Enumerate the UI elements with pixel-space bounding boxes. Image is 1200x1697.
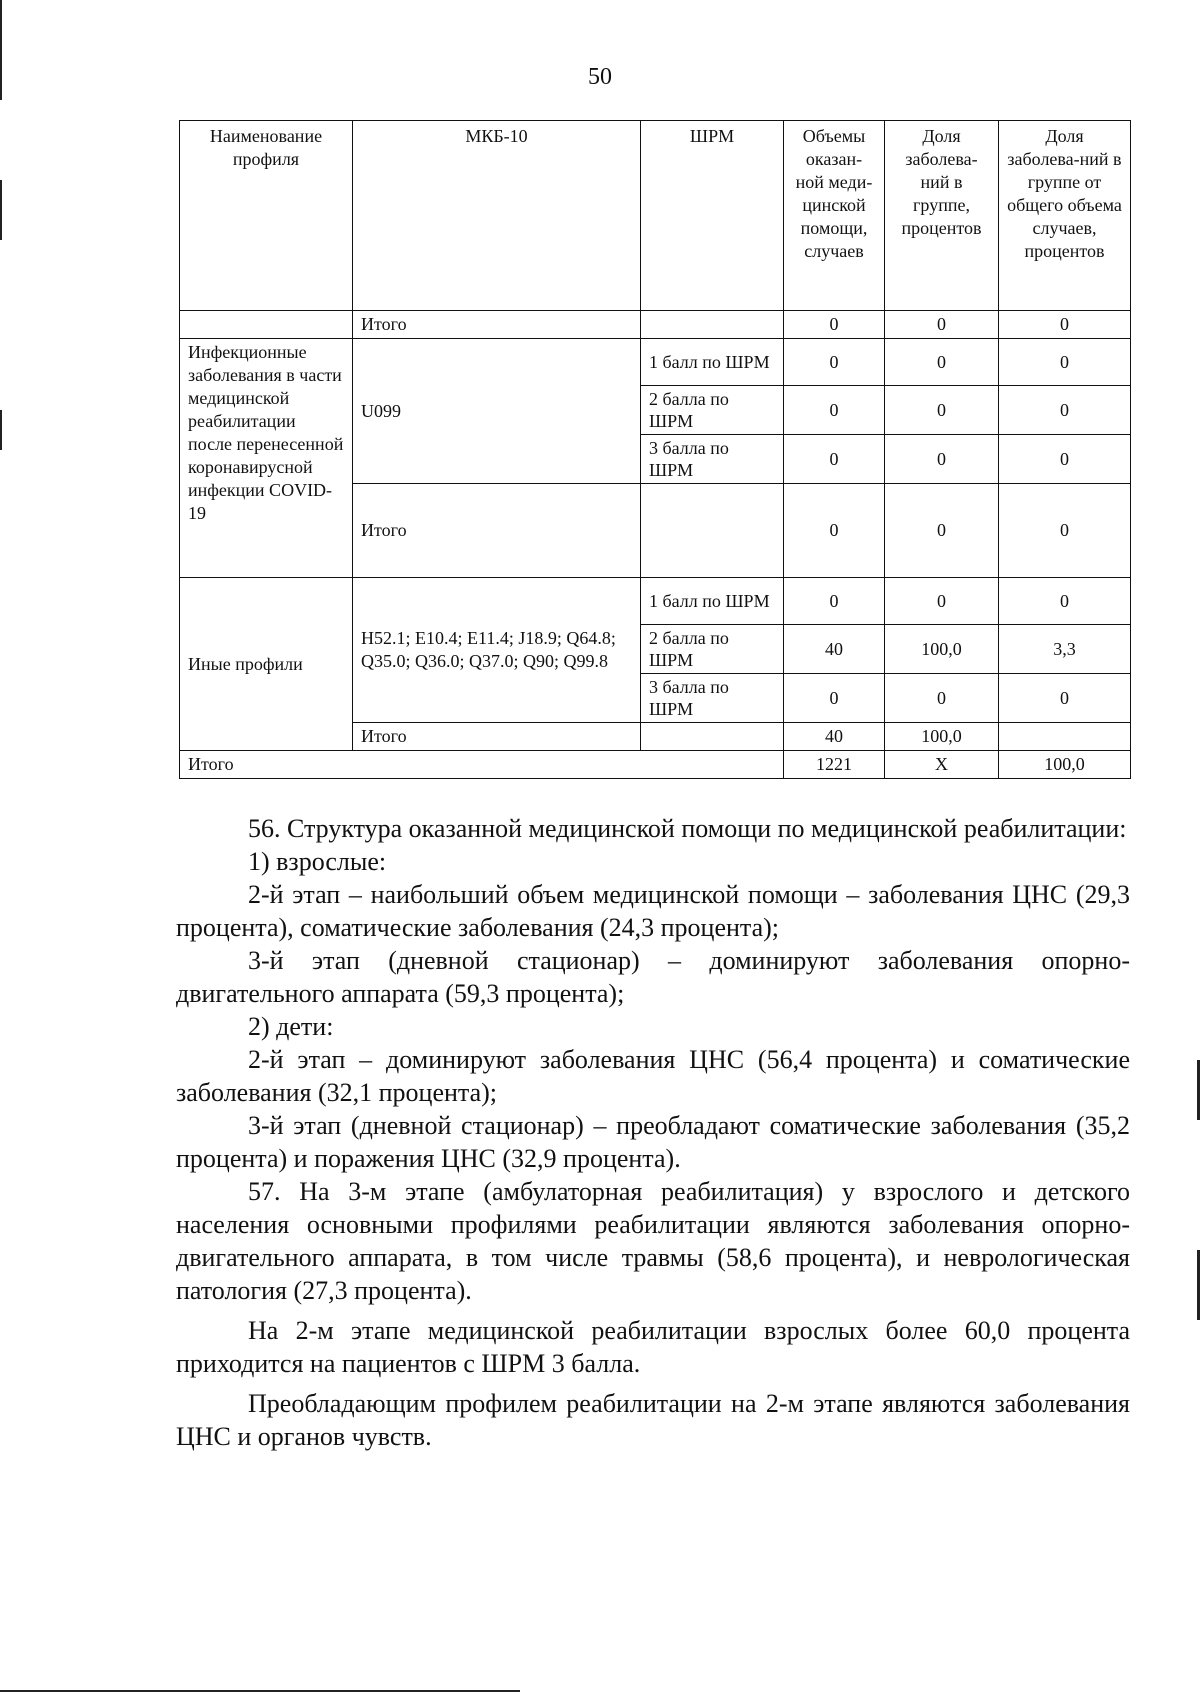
body-text	[176, 812, 1130, 1453]
scan-edge-mark	[0, 410, 2, 450]
volume-value: 40	[784, 723, 885, 751]
share-total-value: 100,0	[999, 751, 1131, 779]
share-group-value: 0	[885, 578, 999, 625]
share-total-value: 0	[999, 674, 1131, 723]
profile-other: Иные профили	[180, 578, 353, 751]
share-group-value: 100,0	[885, 625, 999, 674]
share-group-value: 0	[885, 435, 999, 484]
volume-value: 0	[784, 484, 885, 578]
volume-value: 0	[784, 578, 885, 625]
share-total-value: 0	[999, 386, 1131, 435]
paragraph: 1) взрослые:	[248, 847, 387, 876]
shrm-grade: 3 балла по ШРМ	[641, 435, 784, 484]
empty-cell	[180, 311, 353, 339]
share-total-value	[999, 723, 1131, 751]
volume-value: 0	[784, 339, 885, 386]
paragraph: Преобладающим профилем реабилитации на 2-м этапе являются заболевания ЦНС и органов чувств.	[176, 1389, 1130, 1451]
volume-value: 0	[784, 435, 885, 484]
icd-other: H52.1; E10.4; E11.4; J18.9; Q64.8; Q35.0; Q36.0; Q37.0; Q90; Q99.8	[353, 578, 641, 723]
volume-value: 40	[784, 625, 885, 674]
share-total-value: 0	[999, 435, 1131, 484]
profile-covid: Инфекционные заболевания в части медицинской реабилитации после перенесенной коронавирусной инфекции COVID-19	[180, 339, 353, 578]
table-row	[180, 578, 1131, 625]
share-group-value: 0	[885, 484, 999, 578]
header-share-group: Доля заболева-ний в группе, процентов	[885, 121, 999, 311]
share-total-value: 3,3	[999, 625, 1131, 674]
shrm-grade: 1 балл по ШРМ	[641, 339, 784, 386]
paragraph: 56. Структура оказанной медицинской помощи по медицинской реабилитации:	[248, 814, 1127, 843]
share-group-value: 0	[885, 311, 999, 339]
table-row	[180, 311, 1131, 339]
paragraph: 3-й этап (дневной стационар) – доминируют заболевания опорно-двигательного аппарата (59,3 процента);	[176, 946, 1130, 1008]
scan-edge-mark	[0, 180, 2, 240]
volume-value: 1221	[784, 751, 885, 779]
share-group-value: 0	[885, 339, 999, 386]
shrm-grade: 2 балла по ШРМ	[641, 625, 784, 674]
share-group-value: 0	[885, 674, 999, 723]
volume-value: 0	[784, 311, 885, 339]
empty-cell	[641, 311, 784, 339]
volume-value: 0	[784, 386, 885, 435]
header-icd10: МКБ-10	[353, 121, 641, 311]
share-group-value: 100,0	[885, 723, 999, 751]
header-share-total: Доля заболева-ний в группе от общего объема случаев, процентов	[999, 121, 1131, 311]
empty-cell	[641, 723, 784, 751]
table-header-row	[180, 121, 1131, 311]
total-label: Итого	[353, 311, 641, 339]
volume-value: 0	[784, 674, 885, 723]
icd-covid: U099	[353, 339, 641, 484]
grand-total-row	[180, 751, 1131, 779]
paragraph: 2) дети:	[248, 1012, 334, 1041]
paragraph: 2-й этап – наибольший объем медицинской помощи – заболевания ЦНС (29,3 процента), соматические заболевания (24,3 процента);	[176, 880, 1130, 942]
share-group-value: 0	[885, 386, 999, 435]
scan-edge-mark	[0, 1690, 520, 1692]
share-total-value: 0	[999, 484, 1131, 578]
paragraph: 2-й этап – доминируют заболевания ЦНС (56,4 процента) и соматические заболевания (32,1 процента);	[176, 1045, 1130, 1107]
rehabilitation-table	[179, 120, 1131, 779]
empty-cell	[641, 484, 784, 578]
paragraph: На 2-м этапе медицинской реабилитации взрослых более 60,0 процента приходится на пациентов с ШРМ 3 балла.	[176, 1316, 1130, 1378]
shrm-grade: 2 балла по ШРМ	[641, 386, 784, 435]
shrm-grade: 1 балл по ШРМ	[641, 578, 784, 625]
share-total-value: 0	[999, 339, 1131, 386]
table-row	[180, 339, 1131, 386]
header-shrm: ШРМ	[641, 121, 784, 311]
paragraph: 57. На 3-м этапе (амбулаторная реабилитация) у взрослого и детского населения основными профилями реабилитации являются заболевания опорно-двигательного аппарата, в том числе травмы (58,6 процента), и неврологическая патология (27,3 процента).	[176, 1177, 1130, 1305]
header-profile: Наименование профиля	[180, 121, 353, 311]
paragraph: 3-й этап (дневной стационар) – преобладают соматические заболевания (35,2 процента) и поражения ЦНС (32,9 процента).	[176, 1111, 1130, 1173]
header-volume: Объемы оказан-ной меди-цинской помощи, случаев	[784, 121, 885, 311]
page-number: 50	[588, 64, 612, 90]
share-total-value: 0	[999, 578, 1131, 625]
grand-total-label: Итого	[180, 751, 784, 779]
total-label: Итого	[353, 723, 641, 751]
share-total-value: 0	[999, 311, 1131, 339]
shrm-grade: 3 балла по ШРМ	[641, 674, 784, 723]
share-group-value: Х	[885, 751, 999, 779]
total-label: Итого	[353, 484, 641, 578]
